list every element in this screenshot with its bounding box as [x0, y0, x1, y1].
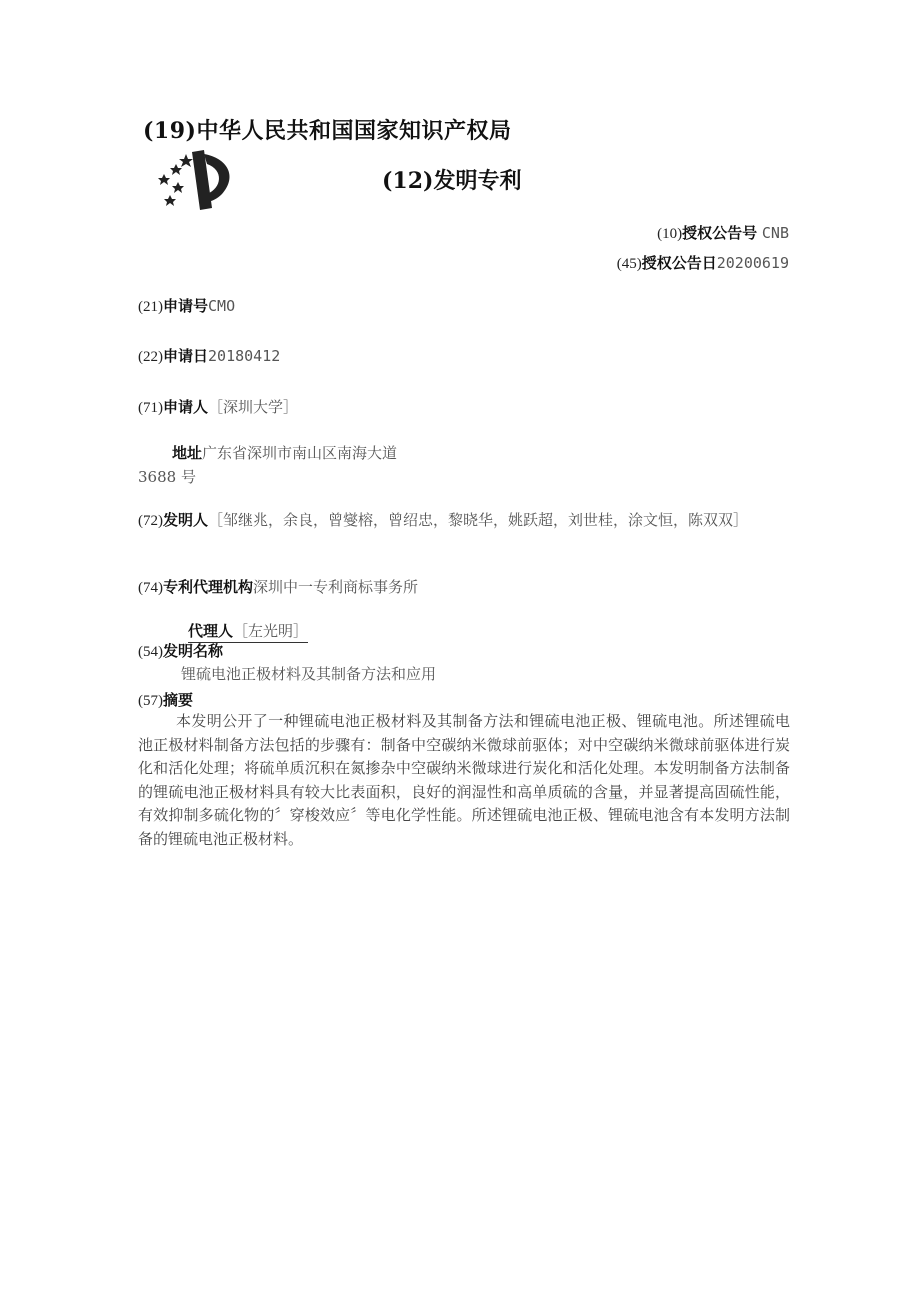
- inventors-value: ［邹继兆，余良，曾燮榕，曾绍忠，黎晓华，姚跃超，刘世桂，涂文恒，陈双双］: [208, 511, 749, 529]
- applicant-line: [138, 396, 298, 417]
- cnipa-logo-icon: [152, 144, 242, 214]
- grant-date-code: (45): [616, 256, 642, 272]
- office-code: (19): [143, 118, 197, 144]
- applicant-label: 申请人: [163, 398, 209, 416]
- app-date-label: 申请日: [163, 347, 209, 365]
- application-number-line: [138, 295, 235, 316]
- app-number-value: CMO: [208, 297, 236, 315]
- app-number-label: 申请号: [163, 297, 209, 315]
- address-line: [172, 442, 397, 463]
- abstract-text: 本发明公开了一种锂硫电池正极材料及其制备方法和锂硫电池正极、锂硫电池。所述锂硫电池正极材料制备方法包括的步骤有：制备中空碳纳米微球前驱体；对中空碳纳米微球前驱体进行炭化和活化处理；将硫单质沉积在氮掺杂中空碳纳米微球进行炭化和活化处理。本发明制备方法制备的锂硫电池正极材料具有较大比表面积，良好的润湿性和高单质硫的含量，并显著提高固硫性能，有效抑制多硫化物的〞穿梭效应〞等电化学性能。所述锂硫电池正极、锂硫电池含有本发明方法制备的锂硫电池正极材料。: [138, 712, 790, 848]
- agency-value: 深圳中一专利商标事务所: [253, 578, 419, 596]
- agent-value: ［左光明］: [233, 622, 309, 640]
- doc-type-code: (12): [382, 168, 434, 194]
- inventors-code: (72): [138, 513, 163, 529]
- applicant-value: ［深圳大学］: [208, 398, 299, 416]
- address-value-2: 3688 号: [138, 468, 196, 486]
- agency-line: [138, 576, 418, 597]
- app-date-code: (22): [138, 349, 163, 365]
- abstract-heading: [138, 689, 193, 710]
- applicant-code: (71): [138, 400, 163, 416]
- office-header: [143, 114, 511, 145]
- inventors-block: [138, 509, 790, 533]
- app-date-value: 20180412: [208, 347, 281, 365]
- office-name: 中华人民共和国国家知识产权局: [196, 118, 512, 144]
- abstract-code: (57): [138, 693, 163, 709]
- inventors-label: 发明人: [163, 511, 209, 529]
- grant-number-code: (10): [657, 226, 683, 242]
- app-number-code: (21): [138, 299, 163, 315]
- title-label: 发明名称: [163, 642, 224, 660]
- agent-label: 代理人: [188, 622, 234, 640]
- address-label: 地址: [172, 444, 203, 462]
- address-line-2: [138, 466, 196, 487]
- title-code: (54): [138, 644, 163, 660]
- grant-date-label: 授权公告日: [641, 254, 717, 272]
- document-type: [382, 164, 521, 195]
- invention-title: [181, 663, 436, 684]
- grant-number-value: CNB: [761, 224, 789, 242]
- abstract-label: 摘要: [163, 691, 194, 709]
- doc-type-name: 发明专利: [433, 168, 522, 194]
- grant-date-line: [617, 252, 789, 273]
- invention-title-heading: [138, 640, 223, 661]
- address-value: 广东省深圳市南山区南海大道: [202, 444, 398, 462]
- agency-code: (74): [138, 580, 163, 596]
- grant-number-line: [657, 222, 789, 243]
- title-value: 锂硫电池正极材料及其制备方法和应用: [181, 665, 437, 683]
- grant-number-label: 授权公告号: [682, 224, 758, 242]
- agency-label: 专利代理机构: [163, 578, 254, 596]
- grant-date-value: 20200619: [716, 254, 789, 272]
- application-date-line: [138, 345, 280, 366]
